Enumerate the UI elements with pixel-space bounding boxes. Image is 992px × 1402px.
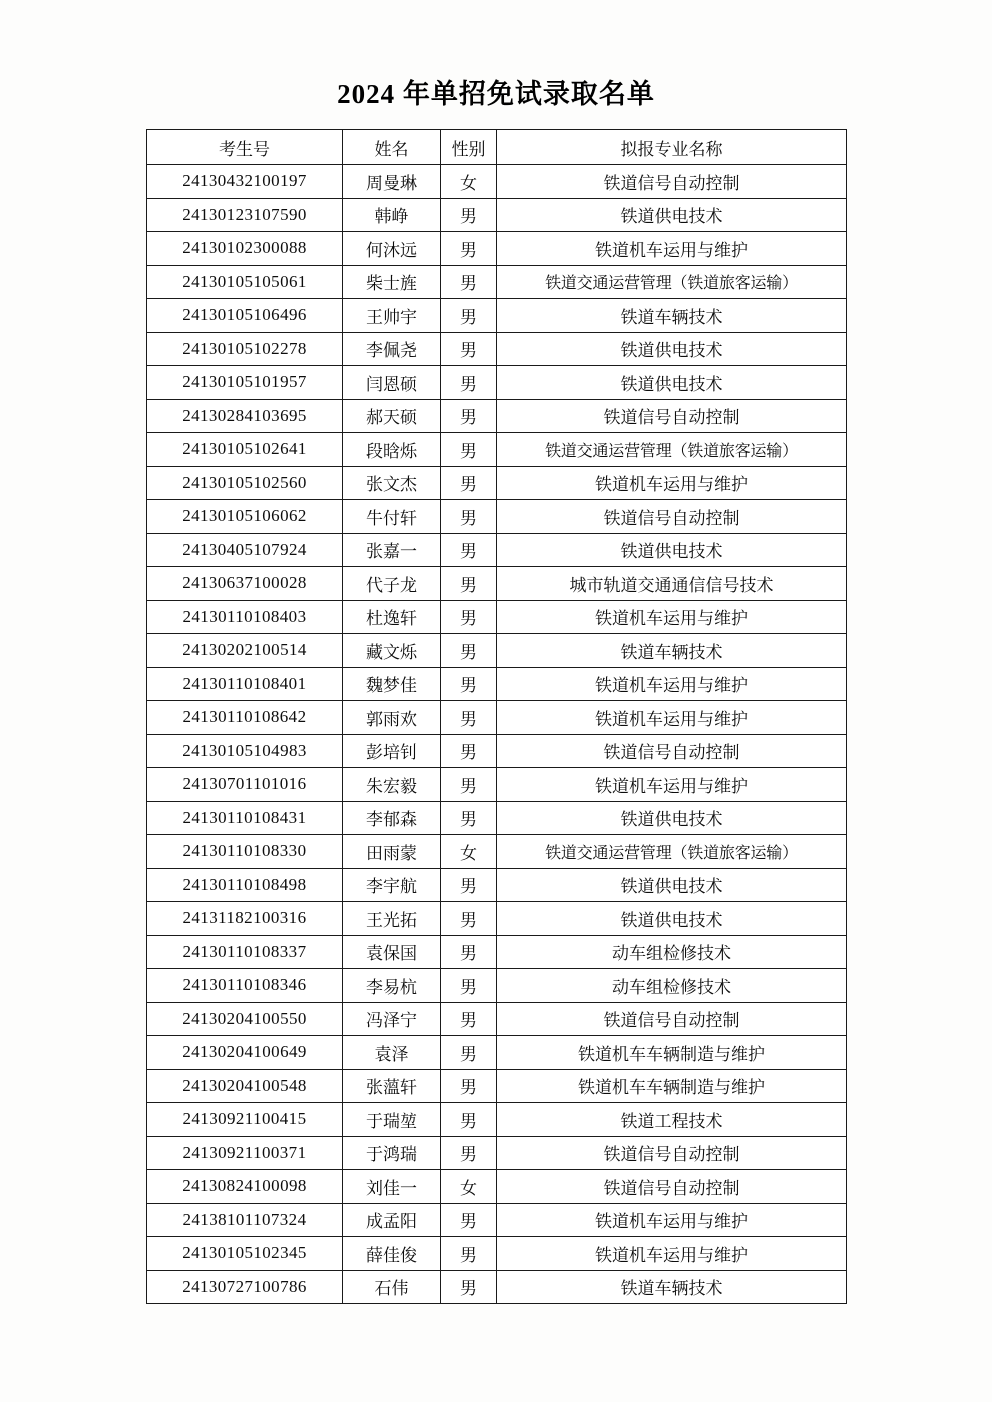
cell-gender: 男: [441, 1036, 497, 1070]
roster-table-wrapper: [146, 129, 846, 1304]
cell-gender: 男: [441, 634, 497, 668]
table-row: [147, 1002, 847, 1036]
cell-major: 铁道信号自动控制: [497, 734, 847, 768]
cell-student-name: 韩峥: [343, 198, 441, 232]
cell-gender: 男: [441, 1103, 497, 1137]
cell-major: 铁道交通运营管理（铁道旅客运输）: [497, 265, 847, 299]
cell-major: 铁道机车运用与维护: [497, 232, 847, 266]
table-row: [147, 265, 847, 299]
cell-student-name: 薛佳俊: [343, 1237, 441, 1271]
cell-exam-number: 24130105102278: [147, 332, 343, 366]
cell-major: 铁道供电技术: [497, 332, 847, 366]
cell-exam-number: 24130105102560: [147, 466, 343, 500]
table-row: [147, 835, 847, 869]
cell-student-name: 牛付轩: [343, 500, 441, 534]
cell-exam-number: 24130432100197: [147, 165, 343, 199]
table-row: [147, 1103, 847, 1137]
table-row: [147, 1036, 847, 1070]
cell-gender: 男: [441, 332, 497, 366]
cell-exam-number: 24130204100649: [147, 1036, 343, 1070]
cell-gender: 男: [441, 1136, 497, 1170]
table-row: [147, 734, 847, 768]
cell-exam-number: 24130105106062: [147, 500, 343, 534]
cell-student-name: 李佩尧: [343, 332, 441, 366]
cell-major: 铁道工程技术: [497, 1103, 847, 1137]
cell-major: 铁道机车运用与维护: [497, 600, 847, 634]
cell-major: 铁道供电技术: [497, 533, 847, 567]
cell-major: 铁道供电技术: [497, 801, 847, 835]
cell-student-name: 段晗烁: [343, 433, 441, 467]
cell-student-name: 于瑞堃: [343, 1103, 441, 1137]
cell-student-name: 彭培钊: [343, 734, 441, 768]
cell-student-name: 郭雨欢: [343, 701, 441, 735]
cell-gender: 男: [441, 1002, 497, 1036]
table-row: [147, 567, 847, 601]
cell-exam-number: 24130921100371: [147, 1136, 343, 1170]
cell-gender: 男: [441, 466, 497, 500]
cell-exam-number: 24130105102641: [147, 433, 343, 467]
cell-major: 铁道信号自动控制: [497, 1136, 847, 1170]
table-row: [147, 969, 847, 1003]
cell-exam-number: 24130727100786: [147, 1270, 343, 1304]
cell-student-name: 柴士旌: [343, 265, 441, 299]
cell-gender: 男: [441, 232, 497, 266]
cell-exam-number: 24130110108330: [147, 835, 343, 869]
cell-gender: 男: [441, 801, 497, 835]
cell-gender: 男: [441, 734, 497, 768]
table-row: [147, 1069, 847, 1103]
cell-major: 铁道机车运用与维护: [497, 768, 847, 802]
cell-major: 铁道信号自动控制: [497, 165, 847, 199]
cell-student-name: 田雨蒙: [343, 835, 441, 869]
cell-gender: 男: [441, 935, 497, 969]
cell-exam-number: 24130110108431: [147, 801, 343, 835]
table-header-row: [147, 130, 847, 165]
cell-student-name: 袁保国: [343, 935, 441, 969]
cell-exam-number: 24130105101957: [147, 366, 343, 400]
cell-gender: 男: [441, 768, 497, 802]
cell-gender: 男: [441, 265, 497, 299]
cell-student-name: 张嘉一: [343, 533, 441, 567]
cell-gender: 女: [441, 165, 497, 199]
cell-exam-number: 24130105104983: [147, 734, 343, 768]
cell-student-name: 李易杭: [343, 969, 441, 1003]
table-row: [147, 768, 847, 802]
cell-student-name: 袁泽: [343, 1036, 441, 1070]
cell-major: 铁道机车运用与维护: [497, 466, 847, 500]
cell-exam-number: 24130105106496: [147, 299, 343, 333]
cell-exam-number: 24130921100415: [147, 1103, 343, 1137]
table-row: [147, 701, 847, 735]
cell-major: 铁道交通运营管理（铁道旅客运输）: [497, 835, 847, 869]
cell-exam-number: 24130110108401: [147, 667, 343, 701]
cell-exam-number: 24130105102345: [147, 1237, 343, 1271]
table-row: [147, 801, 847, 835]
cell-gender: 男: [441, 299, 497, 333]
table-row: [147, 366, 847, 400]
table-row: [147, 500, 847, 534]
cell-gender: 男: [441, 500, 497, 534]
cell-exam-number: 24130110108642: [147, 701, 343, 735]
cell-gender: 女: [441, 1170, 497, 1204]
cell-gender: 男: [441, 1237, 497, 1271]
cell-exam-number: 24130110108403: [147, 600, 343, 634]
cell-major: 动车组检修技术: [497, 969, 847, 1003]
column-header-name: 姓名: [343, 130, 441, 165]
cell-major: 铁道车辆技术: [497, 634, 847, 668]
cell-student-name: 郝天硕: [343, 399, 441, 433]
table-body: [147, 165, 847, 1304]
table-row: [147, 198, 847, 232]
cell-major: 铁道供电技术: [497, 868, 847, 902]
cell-exam-number: 24130405107924: [147, 533, 343, 567]
table-row: [147, 600, 847, 634]
cell-exam-number: 24130202100514: [147, 634, 343, 668]
cell-major: 动车组检修技术: [497, 935, 847, 969]
cell-major: 铁道交通运营管理（铁道旅客运输）: [497, 433, 847, 467]
cell-gender: 男: [441, 1270, 497, 1304]
cell-major: 城市轨道交通通信信号技术: [497, 567, 847, 601]
cell-gender: 男: [441, 533, 497, 567]
table-row: [147, 332, 847, 366]
cell-exam-number: 24130110108346: [147, 969, 343, 1003]
table-row: [147, 299, 847, 333]
cell-exam-number: 24130284103695: [147, 399, 343, 433]
cell-gender: 男: [441, 1203, 497, 1237]
table-row: [147, 466, 847, 500]
cell-exam-number: 24130123107590: [147, 198, 343, 232]
cell-exam-number: 24130204100550: [147, 1002, 343, 1036]
cell-major: 铁道信号自动控制: [497, 1002, 847, 1036]
cell-student-name: 杜逸轩: [343, 600, 441, 634]
cell-student-name: 朱宏毅: [343, 768, 441, 802]
cell-gender: 女: [441, 835, 497, 869]
cell-student-name: 李郁森: [343, 801, 441, 835]
cell-major: 铁道机车车辆制造与维护: [497, 1069, 847, 1103]
cell-exam-number: 24130701101016: [147, 768, 343, 802]
cell-student-name: 王帅宇: [343, 299, 441, 333]
cell-major: 铁道机车运用与维护: [497, 667, 847, 701]
cell-student-name: 于鸿瑞: [343, 1136, 441, 1170]
table-row: [147, 533, 847, 567]
table-row: [147, 433, 847, 467]
cell-student-name: 张薀轩: [343, 1069, 441, 1103]
cell-exam-number: 24130824100098: [147, 1170, 343, 1204]
column-header-gender: 性别: [441, 130, 497, 165]
cell-student-name: 何沐远: [343, 232, 441, 266]
table-row: [147, 902, 847, 936]
table-row: [147, 1237, 847, 1271]
cell-gender: 男: [441, 868, 497, 902]
cell-major: 铁道车辆技术: [497, 299, 847, 333]
cell-major: 铁道供电技术: [497, 366, 847, 400]
cell-exam-number: 24131182100316: [147, 902, 343, 936]
cell-gender: 男: [441, 567, 497, 601]
table-row: [147, 165, 847, 199]
cell-major: 铁道机车运用与维护: [497, 1203, 847, 1237]
cell-gender: 男: [441, 399, 497, 433]
table-row: [147, 868, 847, 902]
cell-major: 铁道机车运用与维护: [497, 1237, 847, 1271]
cell-major: 铁道机车运用与维护: [497, 701, 847, 735]
table-row: [147, 1136, 847, 1170]
cell-gender: 男: [441, 701, 497, 735]
cell-student-name: 刘佳一: [343, 1170, 441, 1204]
table-row: [147, 1203, 847, 1237]
cell-gender: 男: [441, 198, 497, 232]
cell-gender: 男: [441, 902, 497, 936]
cell-gender: 男: [441, 667, 497, 701]
cell-major: 铁道车辆技术: [497, 1270, 847, 1304]
cell-major: 铁道供电技术: [497, 902, 847, 936]
table-row: [147, 634, 847, 668]
cell-student-name: 闫恩硕: [343, 366, 441, 400]
page-title: 2024 年单招免试录取名单: [337, 79, 655, 109]
cell-student-name: 张文杰: [343, 466, 441, 500]
cell-exam-number: 24130204100548: [147, 1069, 343, 1103]
cell-exam-number: 24130110108498: [147, 868, 343, 902]
cell-student-name: 李宇航: [343, 868, 441, 902]
cell-gender: 男: [441, 969, 497, 1003]
column-header-major: 拟报专业名称: [497, 130, 847, 165]
table-row: [147, 232, 847, 266]
table-header: [147, 130, 847, 165]
cell-major: 铁道信号自动控制: [497, 1170, 847, 1204]
roster-table: [146, 129, 847, 1304]
cell-exam-number: 24130102300088: [147, 232, 343, 266]
cell-student-name: 冯泽宁: [343, 1002, 441, 1036]
cell-exam-number: 24130637100028: [147, 567, 343, 601]
cell-student-name: 王光拓: [343, 902, 441, 936]
table-row: [147, 399, 847, 433]
cell-gender: 男: [441, 600, 497, 634]
cell-student-name: 石伟: [343, 1270, 441, 1304]
cell-student-name: 代子龙: [343, 567, 441, 601]
cell-gender: 男: [441, 1069, 497, 1103]
cell-exam-number: 24138101107324: [147, 1203, 343, 1237]
table-row: [147, 1270, 847, 1304]
cell-student-name: 魏梦佳: [343, 667, 441, 701]
cell-exam-number: 24130105105061: [147, 265, 343, 299]
cell-major: 铁道供电技术: [497, 198, 847, 232]
cell-student-name: 藏文烁: [343, 634, 441, 668]
cell-major: 铁道信号自动控制: [497, 500, 847, 534]
cell-major: 铁道机车车辆制造与维护: [497, 1036, 847, 1070]
column-header-exam-number: 考生号: [147, 130, 343, 165]
cell-student-name: 周曼琳: [343, 165, 441, 199]
cell-exam-number: 24130110108337: [147, 935, 343, 969]
cell-gender: 男: [441, 433, 497, 467]
cell-gender: 男: [441, 366, 497, 400]
table-row: [147, 667, 847, 701]
cell-major: 铁道信号自动控制: [497, 399, 847, 433]
table-row: [147, 935, 847, 969]
cell-student-name: 成孟阳: [343, 1203, 441, 1237]
table-row: [147, 1170, 847, 1204]
